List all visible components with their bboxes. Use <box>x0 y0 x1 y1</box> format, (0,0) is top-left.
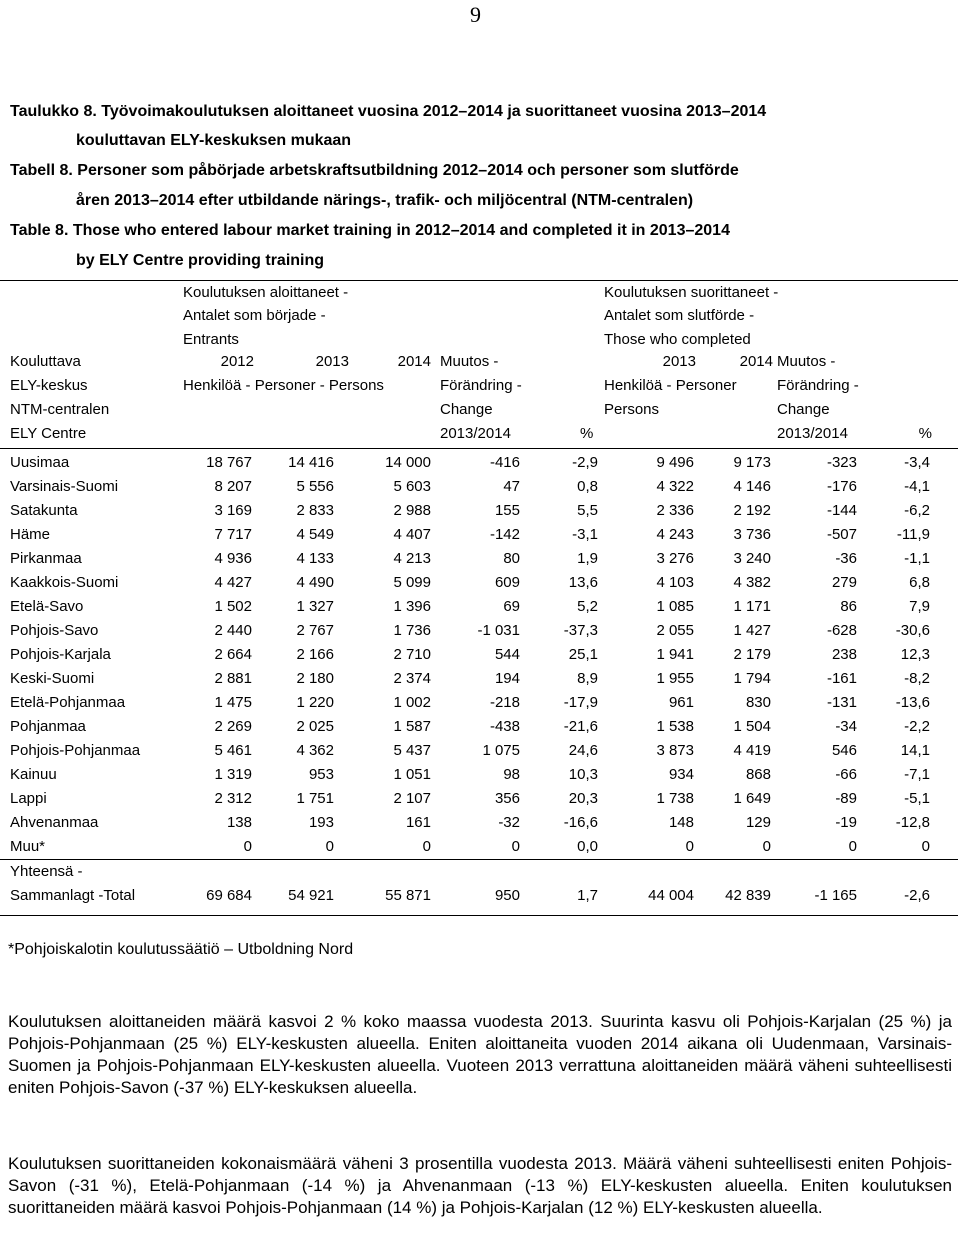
entrants-2012: 3 169 <box>214 502 252 519</box>
entrants-change: -416 <box>489 454 520 471</box>
completed-change-pct: 7,9 <box>909 598 930 615</box>
entrants-2012: 2 881 <box>214 670 252 687</box>
entrants-change-pct: 24,6 <box>568 742 598 759</box>
completed-2013: 4 103 <box>656 574 694 591</box>
completed-2013: 4 322 <box>656 478 694 495</box>
header-persons-entrants: Henkilöä - Personer - Persons <box>183 377 384 394</box>
entrants-2014: 5 437 <box>393 742 431 759</box>
caption-sv-line1: Tabell 8. Personer som påbörjade arbetskraftsutbildning 2012–2014 och personer som slutförde <box>10 162 739 179</box>
entrants-change-pct: 10,3 <box>568 766 598 783</box>
table-row <box>0 622 958 646</box>
region-name: Pirkanmaa <box>10 550 82 567</box>
completed-change-pct: 12,3 <box>900 646 930 663</box>
entrants-change: -142 <box>489 526 520 543</box>
table-row <box>0 454 958 478</box>
entrants-change: 69 <box>503 598 520 615</box>
completed-change-pct: -5,1 <box>904 790 930 807</box>
caption-en-line2: by ELY Centre providing training <box>76 252 325 269</box>
completed-2014: 4 382 <box>733 574 771 591</box>
completed-change: -161 <box>826 670 857 687</box>
table-row <box>0 670 958 694</box>
header-persons-completed-1: Henkilöä - Personer <box>604 377 737 394</box>
entrants-change-pct: 13,6 <box>568 574 598 591</box>
completed-change-pct: -4,1 <box>904 478 930 495</box>
region-name: Etelä-Savo <box>10 598 84 615</box>
entrants-2012: 1 319 <box>214 766 252 783</box>
total-entrants-2012: 69 684 <box>206 887 252 904</box>
header-completed-year-2013: 2013 <box>662 353 696 370</box>
entrants-change: 609 <box>494 574 520 591</box>
region-name: Ahvenanmaa <box>10 814 99 831</box>
total-label-2: Sammanlagt -Total <box>10 887 136 904</box>
entrants-2013: 953 <box>308 766 334 783</box>
completed-change: 0 <box>848 838 857 855</box>
header-completed-sv: Antalet som slutförde - <box>604 307 755 324</box>
header-entrants-en: Entrants <box>183 331 239 348</box>
completed-change-pct: 0 <box>921 838 930 855</box>
entrants-change: 80 <box>503 550 520 567</box>
entrants-2014: 2 374 <box>393 670 431 687</box>
entrants-2012: 2 440 <box>214 622 252 639</box>
region-name: Pohjanmaa <box>10 718 86 735</box>
entrants-change: 0 <box>511 838 520 855</box>
entrants-change: 544 <box>494 646 520 663</box>
header-c-change-1: Muutos - <box>777 353 836 370</box>
header-change-1: Muutos - <box>440 353 499 370</box>
completed-change-pct: -3,4 <box>904 454 930 471</box>
table-bottom-rule <box>0 915 958 916</box>
entrants-2014: 1 396 <box>393 598 431 615</box>
entrants-change: 155 <box>494 502 520 519</box>
completed-2014: 1 171 <box>733 598 771 615</box>
total-completed-2013: 44 004 <box>648 887 694 904</box>
table-row <box>0 718 958 742</box>
completed-2014: 1 794 <box>733 670 771 687</box>
table-row <box>0 646 958 670</box>
paragraph-entrants: Koulutuksen aloittaneiden määrä kasvoi 2 % koko maassa vuodesta 2013. Suurinta kasvu oli Pohjois-Karjalan (25 %) ja Pohjois-Pohjanmaan (25 %) ELY-keskusten alueella. Eniten aloittaneita vuoden 2014 aikana oli Uudenmaan, Varsinais-Suomen ja Pohjois-Pohjanmaan ELY-keskusten alueella. Vuoteen 2013 verrattuna aloittaneiden määrä väheni suhteellisesti eniten Pohjois-Savon (-37 %) ELY-keskuksen alueella. <box>8 1012 952 1097</box>
header-year-2012: 2012 <box>220 353 254 370</box>
completed-change: 86 <box>840 598 857 615</box>
entrants-2013: 0 <box>325 838 334 855</box>
completed-change-pct: 6,8 <box>909 574 930 591</box>
entrants-2013: 4 133 <box>296 550 334 567</box>
header-entrants-fi: Koulutuksen aloittaneet - <box>183 284 349 301</box>
header-completed-year-2014: 2014 <box>739 353 773 370</box>
entrants-change: -32 <box>498 814 520 831</box>
completed-2013: 3 873 <box>656 742 694 759</box>
entrants-2014: 5 603 <box>393 478 431 495</box>
table-row <box>0 574 958 598</box>
entrants-2012: 4 427 <box>214 574 252 591</box>
completed-2014: 1 649 <box>733 790 771 807</box>
header-year-2014: 2014 <box>397 353 431 370</box>
entrants-change: 1 075 <box>482 742 520 759</box>
entrants-2013: 1 751 <box>296 790 334 807</box>
entrants-change-pct: 8,9 <box>577 670 598 687</box>
completed-2013: 1 738 <box>656 790 694 807</box>
total-entrants-2014: 55 871 <box>385 887 431 904</box>
completed-2013: 1 955 <box>656 670 694 687</box>
entrants-2014: 1 051 <box>393 766 431 783</box>
entrants-2014: 2 107 <box>393 790 431 807</box>
completed-change: -34 <box>835 718 857 735</box>
completed-2014: 4 419 <box>733 742 771 759</box>
entrants-change-pct: 0,0 <box>577 838 598 855</box>
completed-change-pct: -13,6 <box>895 694 930 711</box>
completed-2014: 3 240 <box>733 550 771 567</box>
header-completed-fi: Koulutuksen suorittaneet - <box>604 284 779 301</box>
entrants-2012: 4 936 <box>214 550 252 567</box>
entrants-2012: 1 475 <box>214 694 252 711</box>
entrants-change-pct: -17,9 <box>563 694 598 711</box>
region-name: Etelä-Pohjanmaa <box>10 694 126 711</box>
region-name: Lappi <box>10 790 47 807</box>
completed-2013: 9 496 <box>656 454 694 471</box>
header-year-2013: 2013 <box>315 353 349 370</box>
entrants-change-pct: 20,3 <box>568 790 598 807</box>
completed-change-pct: -30,6 <box>895 622 930 639</box>
header-row-label-4: ELY Centre <box>10 425 87 442</box>
entrants-change: 194 <box>494 670 520 687</box>
total-entrants-change-pct: 1,7 <box>577 887 598 904</box>
entrants-2013: 1 327 <box>296 598 334 615</box>
total-completed-change-pct: -2,6 <box>904 887 930 904</box>
completed-2014: 129 <box>745 814 771 831</box>
caption-fi-line1: Taulukko 8. Työvoimakoulutuksen aloittaneet vuosina 2012–2014 ja suorittaneet vuosina 2013–2014 <box>10 103 767 120</box>
entrants-change: 47 <box>503 478 520 495</box>
completed-2013: 961 <box>668 694 694 711</box>
entrants-2013: 2 767 <box>296 622 334 639</box>
entrants-change: 98 <box>503 766 520 783</box>
table-row <box>0 502 958 526</box>
region-name: Kaakkois-Suomi <box>10 574 119 591</box>
completed-2013: 3 276 <box>656 550 694 567</box>
entrants-2014: 4 407 <box>393 526 431 543</box>
completed-2014: 2 192 <box>733 502 771 519</box>
entrants-2014: 14 000 <box>385 454 431 471</box>
paragraph-completed: Koulutuksen suorittaneiden kokonaismäärä väheni 3 prosentilla vuodesta 2013. Määrä väheni suhteellisesti eniten Pohjois-Savon (-31 %), Etelä-Pohjanmaan (-14 %) ja Ahvenanmaan (-13 %) ELY-keskusten alueella. Eniten koulutuksen suorittaneiden määrä kasvoi Pohjois-Pohjanmaan (14 %) ja Pohjois-Karjalan (12 %) ELY-keskusten alueella. <box>8 1154 952 1217</box>
completed-change: -323 <box>826 454 857 471</box>
entrants-change: 356 <box>494 790 520 807</box>
entrants-2014: 1 002 <box>393 694 431 711</box>
region-name: Satakunta <box>10 502 78 519</box>
completed-2014: 9 173 <box>733 454 771 471</box>
completed-2013: 4 243 <box>656 526 694 543</box>
table-row <box>0 742 958 766</box>
table-top-rule <box>0 280 958 281</box>
completed-2014: 2 179 <box>733 646 771 663</box>
total-row <box>0 887 958 911</box>
entrants-2014: 1 587 <box>393 718 431 735</box>
region-name: Varsinais-Suomi <box>10 478 119 495</box>
header-c-change-3: Change <box>777 401 830 418</box>
completed-change: -89 <box>835 790 857 807</box>
region-name: Pohjois-Savo <box>10 622 99 639</box>
header-percent-completed: % <box>918 425 932 442</box>
header-change-2: Förändring - <box>440 377 522 394</box>
caption-sv-line2: åren 2013–2014 efter utbildande närings-, trafik- och miljöcentral (NTM-centralen) <box>76 192 694 209</box>
entrants-2013: 2 180 <box>296 670 334 687</box>
completed-2014: 1 504 <box>733 718 771 735</box>
completed-change-pct: -1,1 <box>904 550 930 567</box>
entrants-change: -1 031 <box>477 622 520 639</box>
completed-2013: 1 085 <box>656 598 694 615</box>
completed-change-pct: -6,2 <box>904 502 930 519</box>
entrants-change-pct: -21,6 <box>563 718 598 735</box>
region-name: Häme <box>10 526 51 543</box>
entrants-change-pct: 5,2 <box>577 598 598 615</box>
table-header-rule <box>0 448 958 449</box>
completed-2014: 1 427 <box>733 622 771 639</box>
header-c-change-4: 2013/2014 <box>777 425 848 442</box>
caption-fi-line2: kouluttavan ELY-keskuksen mukaan <box>76 132 352 149</box>
total-completed-2014: 42 839 <box>725 887 771 904</box>
region-name: Keski-Suomi <box>10 670 95 687</box>
region-name: Pohjois-Pohjanmaa <box>10 742 141 759</box>
table-row <box>0 814 958 838</box>
page-number: 9 <box>470 2 481 27</box>
entrants-2014: 2 710 <box>393 646 431 663</box>
entrants-change-pct: -3,1 <box>572 526 598 543</box>
entrants-change-pct: -16,6 <box>563 814 598 831</box>
completed-change: -144 <box>826 502 857 519</box>
header-row-label-1: Kouluttava <box>10 353 81 370</box>
entrants-2012: 8 207 <box>214 478 252 495</box>
region-name: Muu* <box>10 838 46 855</box>
completed-2013: 0 <box>685 838 694 855</box>
completed-2014: 0 <box>762 838 771 855</box>
entrants-2014: 5 099 <box>393 574 431 591</box>
entrants-2014: 0 <box>422 838 431 855</box>
header-change-4: 2013/2014 <box>440 425 511 442</box>
table-footnote: *Pohjoiskalotin koulutussäätiö – Utboldning Nord <box>8 941 354 958</box>
entrants-2014: 1 736 <box>393 622 431 639</box>
header-percent-entrants: % <box>580 425 594 442</box>
entrants-2012: 2 269 <box>214 718 252 735</box>
total-label-row <box>0 863 958 887</box>
total-completed-change: -1 165 <box>814 887 857 904</box>
table-row <box>0 694 958 718</box>
entrants-change-pct: -37,3 <box>563 622 598 639</box>
entrants-2013: 193 <box>308 814 334 831</box>
header-completed-en: Those who completed <box>604 331 751 348</box>
table-row <box>0 526 958 550</box>
completed-2014: 830 <box>745 694 771 711</box>
entrants-2014: 4 213 <box>393 550 431 567</box>
table-row <box>0 550 958 574</box>
table-total-rule <box>0 859 958 860</box>
entrants-2013: 5 556 <box>296 478 334 495</box>
completed-2013: 2 055 <box>656 622 694 639</box>
completed-change: -66 <box>835 766 857 783</box>
table-row <box>0 478 958 502</box>
entrants-2013: 4 549 <box>296 526 334 543</box>
entrants-2012: 1 502 <box>214 598 252 615</box>
entrants-change: -218 <box>489 694 520 711</box>
entrants-2013: 2 833 <box>296 502 334 519</box>
region-name: Pohjois-Karjala <box>10 646 111 663</box>
total-entrants-2013: 54 921 <box>288 887 334 904</box>
completed-2013: 2 336 <box>656 502 694 519</box>
completed-change: -36 <box>835 550 857 567</box>
table-row <box>0 766 958 790</box>
completed-2013: 148 <box>668 814 694 831</box>
header-c-change-2: Förändring - <box>777 377 859 394</box>
completed-2014: 868 <box>745 766 771 783</box>
entrants-2012: 7 717 <box>214 526 252 543</box>
header-entrants-sv: Antalet som började - <box>183 307 326 324</box>
completed-change-pct: -11,9 <box>896 526 930 543</box>
total-entrants-change: 950 <box>494 887 520 904</box>
completed-change: -19 <box>835 814 857 831</box>
entrants-2013: 14 416 <box>288 454 334 471</box>
entrants-2012: 138 <box>226 814 252 831</box>
completed-change-pct: -8,2 <box>904 670 930 687</box>
completed-change-pct: 14,1 <box>900 742 930 759</box>
table-row <box>0 790 958 814</box>
completed-change: -176 <box>826 478 857 495</box>
header-persons-completed-2: Persons <box>604 401 660 418</box>
entrants-2013: 1 220 <box>296 694 334 711</box>
entrants-2012: 5 461 <box>214 742 252 759</box>
entrants-change-pct: 1,9 <box>577 550 598 567</box>
region-name: Uusimaa <box>10 454 70 471</box>
entrants-2014: 161 <box>405 814 431 831</box>
entrants-2012: 2 312 <box>214 790 252 807</box>
completed-2014: 4 146 <box>733 478 771 495</box>
entrants-change-pct: 0,8 <box>577 478 598 495</box>
completed-2014: 3 736 <box>733 526 771 543</box>
header-change-3: Change <box>440 401 493 418</box>
table-row <box>0 598 958 622</box>
entrants-change-pct: 5,5 <box>577 502 598 519</box>
header-row-label-3: NTM-centralen <box>10 401 110 418</box>
entrants-2013: 2 166 <box>296 646 334 663</box>
caption-en-line1: Table 8. Those who entered labour market training in 2012–2014 and completed it in 2013–2014 <box>10 222 730 239</box>
completed-change: 546 <box>831 742 857 759</box>
entrants-2012: 18 767 <box>206 454 252 471</box>
completed-change-pct: -2,2 <box>904 718 930 735</box>
completed-change: -628 <box>826 622 857 639</box>
completed-2013: 1 538 <box>656 718 694 735</box>
total-label-1: Yhteensä - <box>10 863 83 880</box>
completed-change: 238 <box>831 646 857 663</box>
completed-change-pct: -12,8 <box>895 814 930 831</box>
entrants-2012: 2 664 <box>214 646 252 663</box>
entrants-change-pct: 25,1 <box>568 646 598 663</box>
completed-change: -131 <box>826 694 857 711</box>
completed-change: 279 <box>831 574 857 591</box>
completed-change-pct: -7,1 <box>904 766 930 783</box>
entrants-2013: 2 025 <box>296 718 334 735</box>
entrants-2013: 4 362 <box>296 742 334 759</box>
entrants-2012: 0 <box>243 838 252 855</box>
entrants-2014: 2 988 <box>393 502 431 519</box>
header-row-label-2: ELY-keskus <box>10 377 88 394</box>
entrants-change: -438 <box>489 718 520 735</box>
entrants-2013: 4 490 <box>296 574 334 591</box>
completed-2013: 934 <box>668 766 694 783</box>
entrants-change-pct: -2,9 <box>572 454 598 471</box>
completed-2013: 1 941 <box>656 646 694 663</box>
region-name: Kainuu <box>10 766 57 783</box>
completed-change: -507 <box>826 526 857 543</box>
